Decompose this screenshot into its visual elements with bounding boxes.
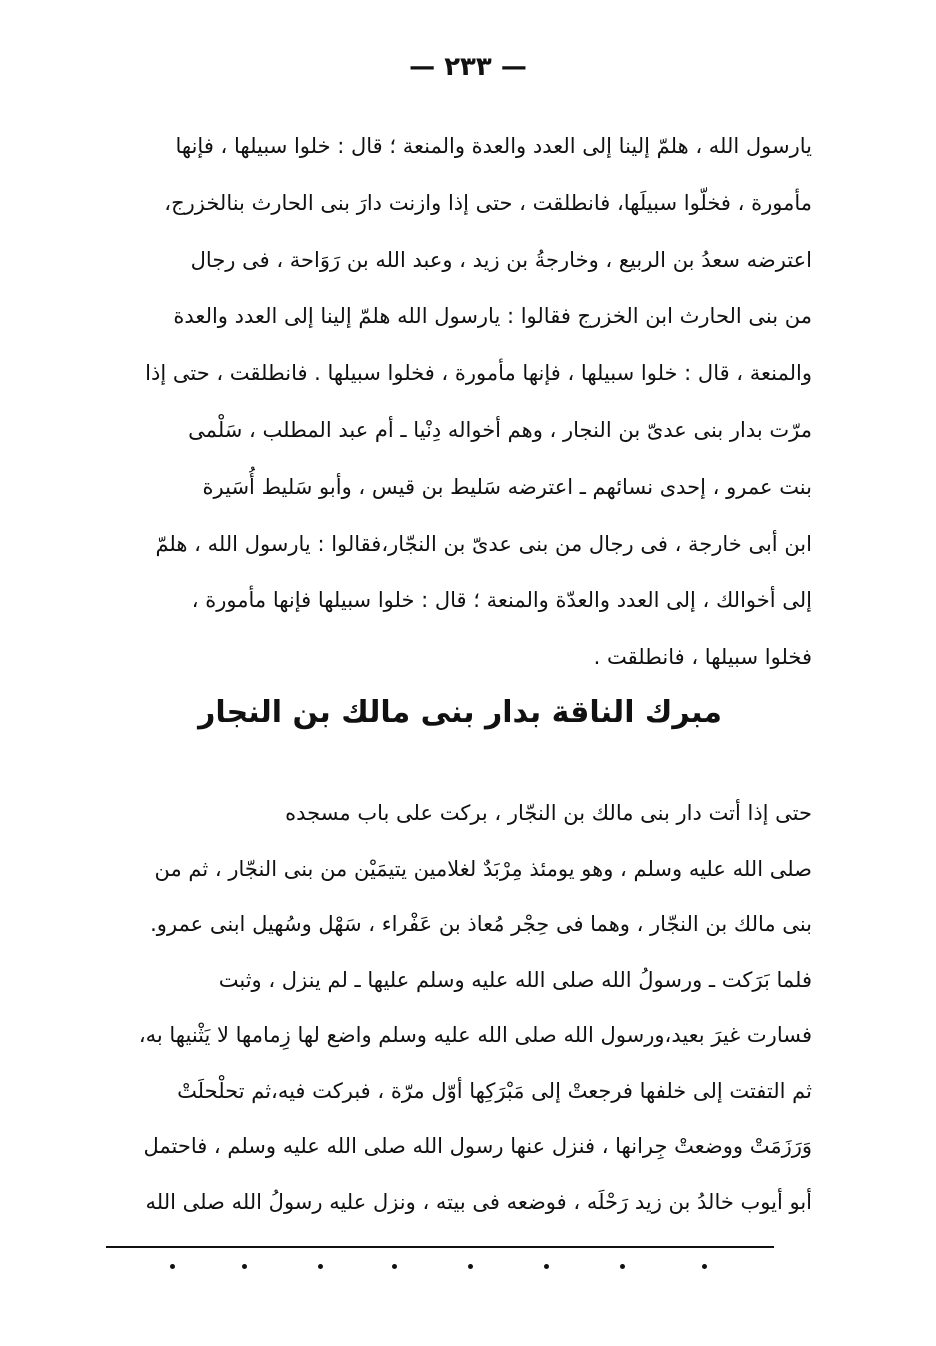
text-line: فسارت غيرَ بعيد،ورسول الله صلى الله عليه وسلم واضع لها زِمامها لا يَثْنيها به، [138, 1023, 812, 1047]
footer-rule [106, 1246, 774, 1248]
text-line: ثم التفتت إلى خلفها فرجعتْ إلى مَبْرَكِها أوّل مرّة ، فبركت فيه،ثم تحلْحلَتْ [177, 1078, 812, 1103]
text-line: مرّت بدار بنى عدىّ بن النجار ، وهم أخواله دِنْيا ـ أم عبد المطلب ، سَلْمى [188, 417, 812, 442]
text-line: من بنى الحارث ابن الخزرج فقالوا : يارسول الله هلمّ إلينا إلى العدد والعدة [173, 304, 812, 329]
paragraph-2 [108, 786, 812, 1230]
text-line: مأمورة ، فخلّوا سبيلَها، فانطلقت ، حتى إذا وازنت دارَ بنى الحارث بنالخزرج، [164, 190, 812, 215]
text-line: حتى إذا أتت دار بنى مالك بن النجّار ، بركت على باب مسجده [285, 801, 812, 825]
text-line: اعترضه سعدُ بن الربيع ، وخارجةُ بن زيد ، وعبد الله بن رَوَاحة ، فى رجال [190, 247, 812, 272]
text-line: بنى مالك بن النجّار ، وهما فى حِجْر مُعاذ بن عَفْراء ، سَهْل وسُهيل ابنى عمرو. [150, 912, 812, 936]
page-number: — ٢٣٣ — [409, 52, 527, 82]
footer-dot [392, 1264, 397, 1269]
text-line: وَرَزَمَتْ ووضعتْ جِرانها ، فنزل عنها رسول الله صلى الله عليه وسلم ، فاحتمل [143, 1134, 812, 1158]
footer-dot [242, 1264, 247, 1269]
footer-dot [468, 1264, 473, 1269]
text-line: ابن أبى خارجة ، فى رجال من بنى عدىّ بن النجّار،فقالوا : يارسول الله ، هلمّ [155, 531, 812, 556]
text-line: يارسول الله ، هلمّ إلينا إلى العدد والعدة والمنعة ؛ قال : خلوا سبيلها ، فإنها [175, 134, 812, 158]
text-line: والمنعة ، قال : خلوا سبيلها ، فإنها مأمورة ، فخلوا سبيلها . فانطلقت ، حتى إذا [145, 361, 812, 386]
paragraph-1 [108, 118, 812, 686]
footer-dot [620, 1264, 625, 1269]
text-line: فلما بَرَكت ـ ورسولُ الله صلى الله عليه وسلم عليها ـ لم ينزل ، وثبت [218, 967, 812, 992]
footer-dot [318, 1264, 323, 1269]
text-line: فخلوا سبيلها ، فانطلقت . [593, 645, 812, 670]
footer-dot [544, 1264, 549, 1269]
text-line: أبو أيوب خالدُ بن زيد رَحْلَه ، فوضعه فى بيته ، ونزل عليه رسولُ الله صلى الله [145, 1189, 812, 1214]
text-line: صلى الله عليه وسلم ، وهو يومئذ مِرْبَدٌ لغلامين يتيمَيْن من بنى النجّار ، ثم من [154, 856, 812, 881]
text-line: إلى أخوالك ، إلى العدد والعدّة والمنعة ؛ قال : خلوا سبيلها فإنها مأمورة ، [191, 588, 812, 613]
footer-dot [702, 1264, 707, 1269]
footer-dots [150, 1258, 730, 1278]
text-line: بنت عمرو ، إحدى نسائهم ـ اعترضه سَليط بن قيس ، وأبو سَليط أُسَيرة [202, 474, 812, 499]
section-heading: مبرك الناقة بدار بنى مالك بن النجار [198, 695, 722, 730]
footer-dot [170, 1264, 175, 1269]
